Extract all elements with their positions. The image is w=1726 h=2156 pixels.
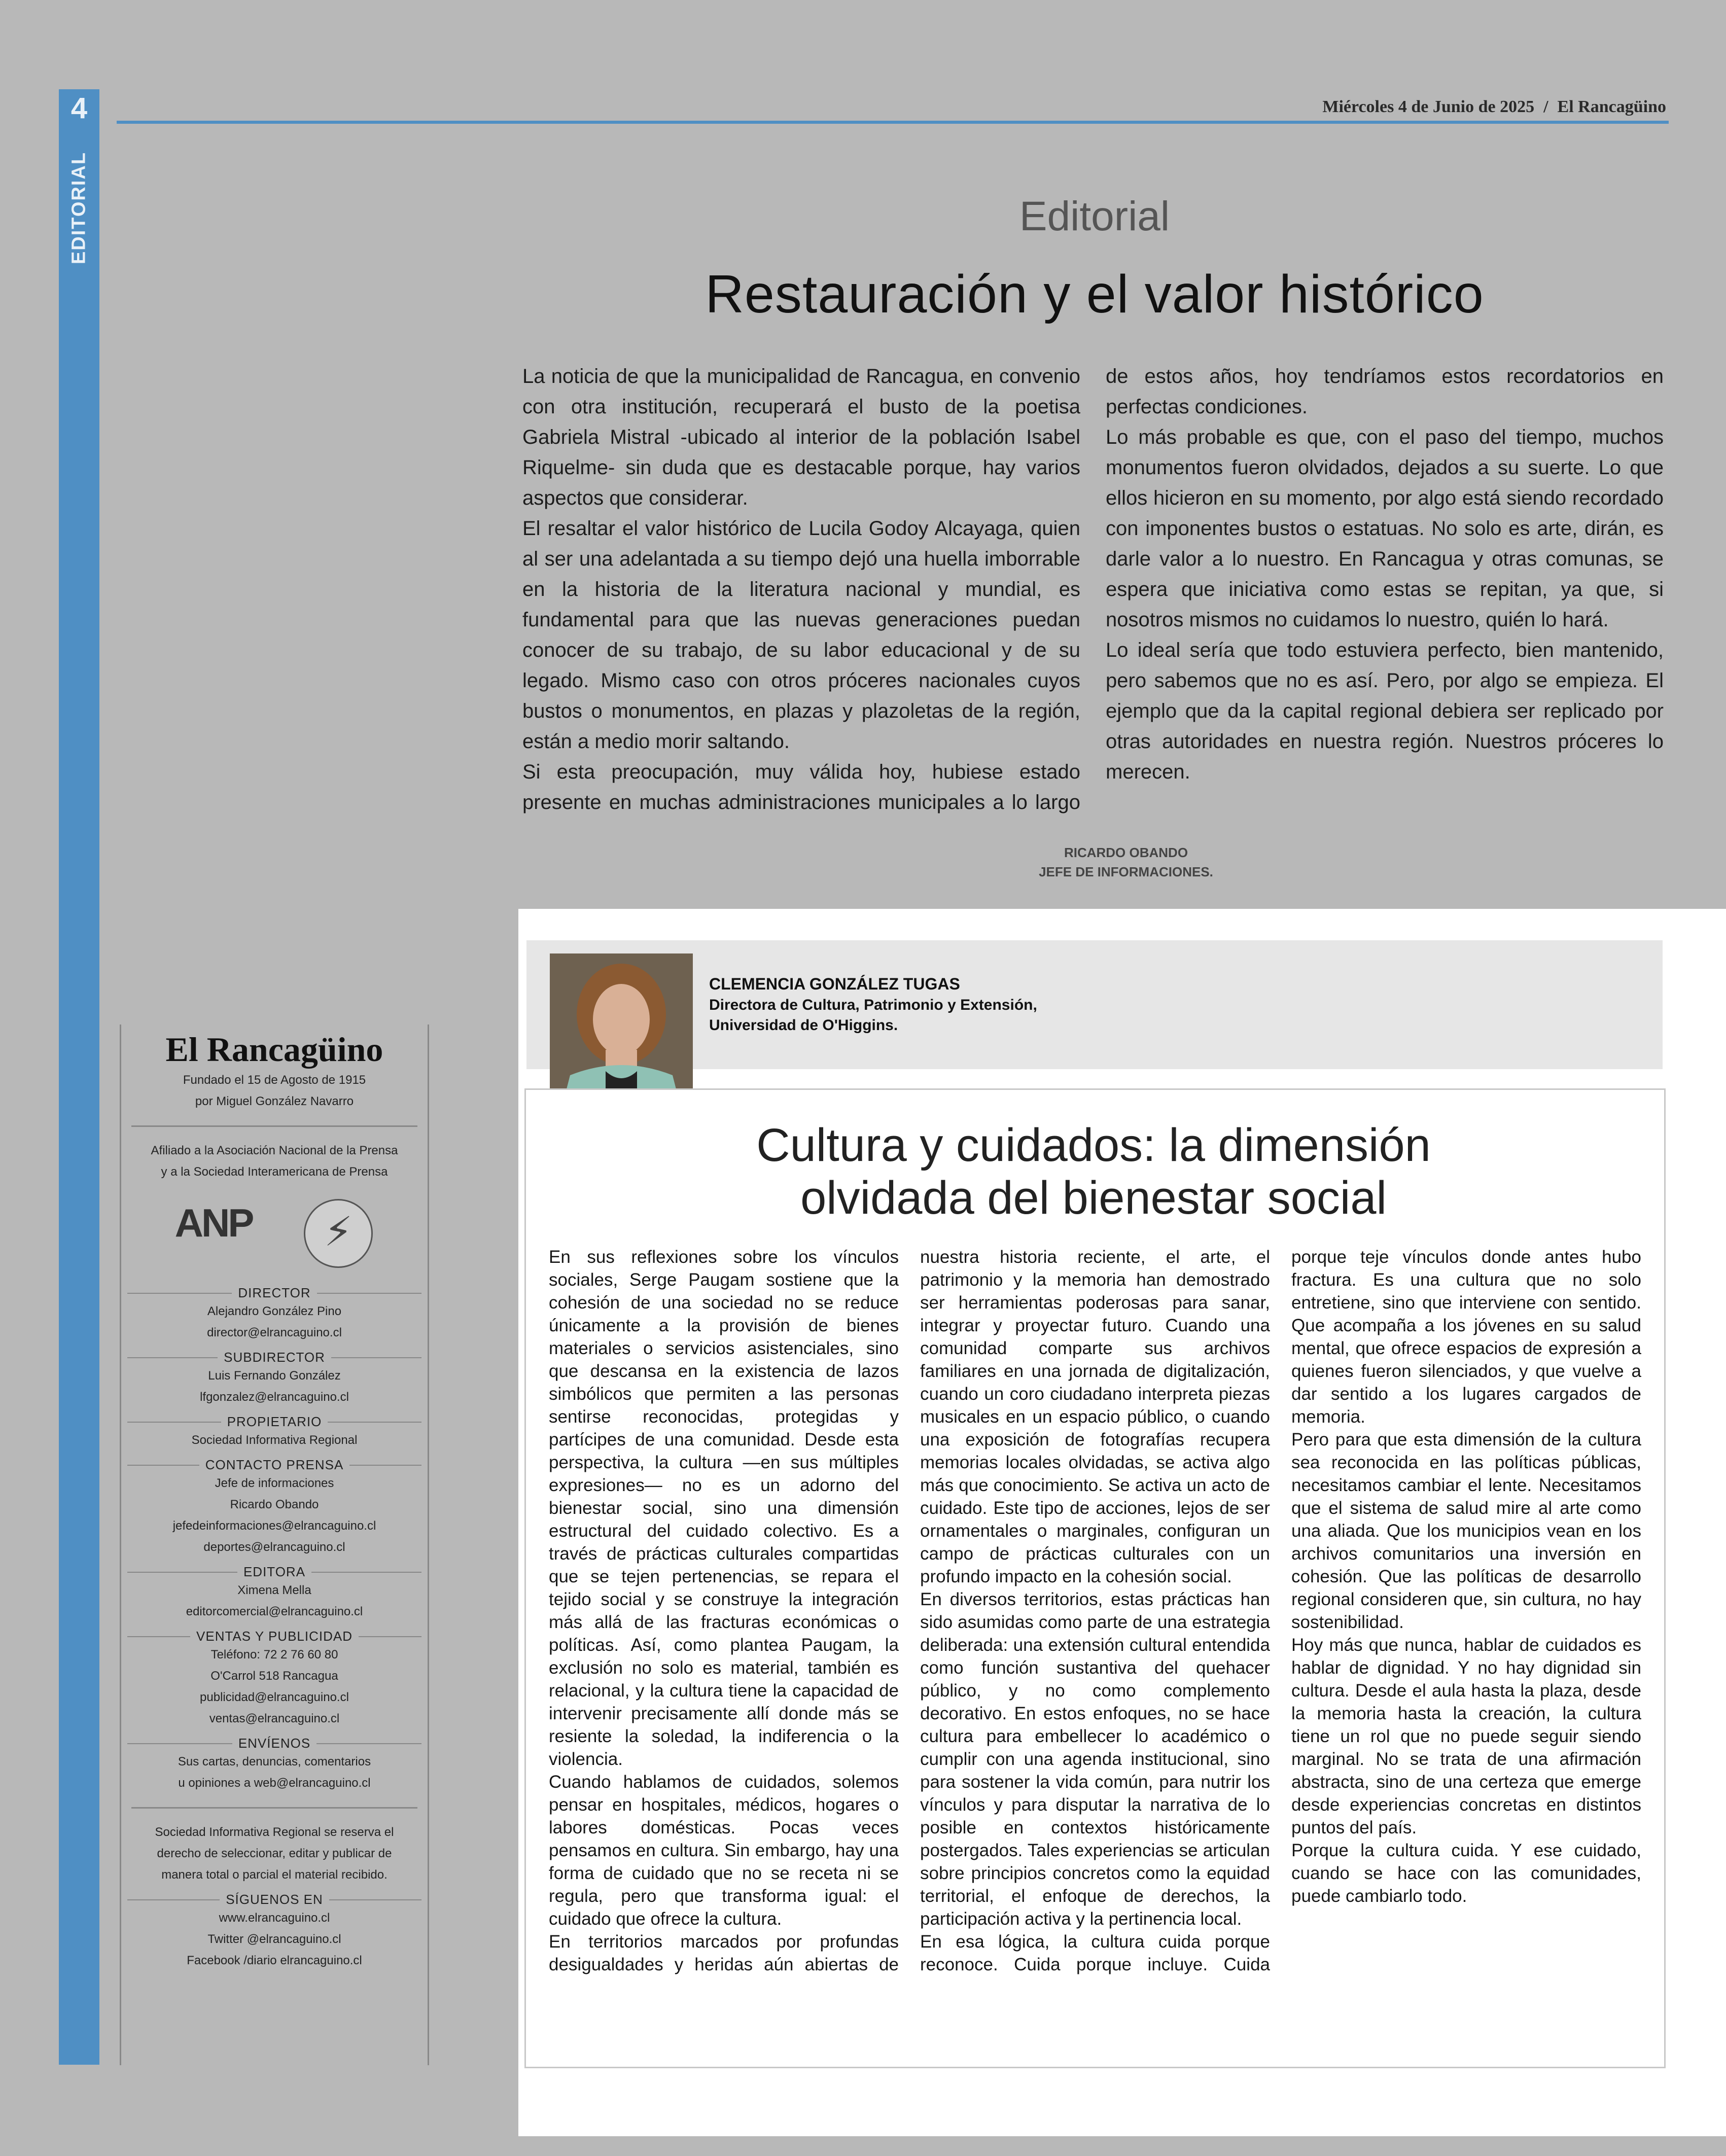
editorial-paragraph: Lo ideal sería que todo estuviera perfecto, bien mantenido, pero sabemos que no es así. Pero, por algo se empieza. El ejemplo que da la capital regional debiera ser replicado por otras autoridades en nuestra región. Nuestros próceres lo merecen. <box>1106 639 1664 783</box>
founder-line: por Miguel González Navarro <box>195 1094 354 1108</box>
masthead-name: El Rancagüino <box>165 1030 383 1069</box>
column-paragraph: Cuando hablamos de cuidados, solemos pensar en hospitales, médicos, hogares o labores domésticas. Pocas veces pensamos en cultura. Sin embargo, hay una forma de cuidado que no se receta ni se regula, pero que transforma igual: el cuidado que ofrece la cultura. <box>549 1772 899 1929</box>
globe-icon: ⚡ <box>324 1208 353 1255</box>
editorial-body <box>522 361 1664 818</box>
owner-heading: PROPIETARIO <box>121 1414 428 1430</box>
editorial-title: Restauración y el valor histórico <box>705 264 1484 324</box>
issue-date: Miércoles 4 de Junio de 2025 <box>1322 97 1535 116</box>
subdirector-heading: SUBDIRECTOR <box>121 1350 428 1365</box>
author-band <box>526 940 1663 1069</box>
editor-block <box>121 1564 428 1622</box>
press-email: jefedeinformaciones@elrancaguino.cl <box>172 1519 376 1533</box>
affiliation-logos <box>121 1188 428 1279</box>
editorial-paragraph: Si esta preocupación, muy válida hoy, hubiese estado presente en muchas administraciones municipales a lo largo de estos años, hoy tendríamos estos recordatorios en perfectas condiciones. <box>522 365 1664 814</box>
masthead-divider <box>131 1125 417 1127</box>
column-paragraph: En diversos territorios, estas prácticas han sido asumidas como parte de una estrategia deliberada: una extensión cultural entendida como función sustantiva del quehacer público, y no como complemento decorativo. En estos enfoques, no se hace cultura para embellecer lo académico o cumplir con una agenda institucional, sino para sostener la vida común, para nutrir los vínculos y para disputar la narrativa de lo posible en contextos históricamente postergados. Tales experiencias se articulan sobre principios concretos como la equidad territorial, el enfoque de derechos, la participación activa y la pertinencia local. <box>920 1589 1270 1929</box>
editor-name: Ximena Mella <box>237 1583 311 1597</box>
press-heading: CONTACTO PRENSA <box>121 1457 428 1473</box>
send-heading: ENVÍENOS <box>121 1736 428 1751</box>
subdirector-block <box>121 1350 428 1408</box>
signature-name: RICARDO OBANDO <box>1064 845 1188 860</box>
editorial-paragraph: Lo más probable es que, con el paso del tiempo, muchos monumentos fueron olvidados, dejados a su suerte. Lo que ellos hicieron en su momento, por algo está siendo recordado con imponentes bustos o estatuas. No solo es arte, dirán, es darle valor a lo nuestro. En Rancagua y otras comunas, se espera que iniciativa como estas se repitan, ya que, si nosotros mismos no cuidamos lo nuestro, quién lo hará. <box>1106 426 1664 631</box>
disclaimer-block <box>121 1822 428 1886</box>
column-paragraph: En esa lógica, la cultura cuida porque reconoce. Cuida porque incluye. Cuida porque teje vínculos donde antes hubo fractura. Es una cultura que no solo entretiene, sino que interviene con sentido. Que acompaña a los jóvenes en su salud mental, que ofrece espacios de expresión a quienes fueron silenciados, y que vuelve a dar sentido a los lugares cargados de memoria. <box>920 1247 1641 1974</box>
sales-block <box>121 1629 428 1729</box>
dateline <box>1322 97 1666 117</box>
editorial-signature <box>928 843 1324 881</box>
disclaimer-line: manera total o parcial el material recibido. <box>161 1868 388 1882</box>
column-title <box>527 1119 1660 1224</box>
press-contact-block <box>121 1457 428 1558</box>
author-name: CLEMENCIA GONZÁLEZ TUGAS <box>709 975 960 993</box>
send-block <box>121 1736 428 1794</box>
sales-address: O'Carrol 518 Rancagua <box>210 1669 338 1683</box>
disclaimer-line: derecho de seleccionar, editar y publicar de <box>157 1847 392 1860</box>
sales-email: publicidad@elrancaguino.cl <box>200 1690 349 1704</box>
affiliation-line: y a la Sociedad Interamericana de Prensa <box>161 1165 388 1179</box>
disclaimer-line: Sociedad Informativa Regional se reserva el <box>155 1825 394 1839</box>
founded-line: Fundado el 15 de Agosto de 1915 <box>183 1073 366 1087</box>
subdirector-name: Luis Fernando González <box>208 1369 341 1383</box>
press-name: Ricardo Obando <box>230 1498 319 1511</box>
editorial-label: Editorial <box>1019 193 1170 239</box>
follow-facebook: Facebook /diario elrancaguino.cl <box>187 1954 362 1967</box>
follow-web: www.elrancaguino.cl <box>219 1911 330 1925</box>
sales-phone: Teléfono: 72 2 76 60 80 <box>210 1648 338 1662</box>
signature-role: JEFE DE INFORMACIONES. <box>1039 864 1213 879</box>
follow-twitter: Twitter @elrancaguino.cl <box>207 1932 341 1946</box>
director-block <box>121 1285 428 1344</box>
subdirector-email: lfgonzalez@elrancaguino.cl <box>200 1390 349 1404</box>
section-label: EDITORIAL <box>68 151 90 265</box>
column-paragraph: Hoy más que nunca, hablar de cuidados es hablar de dignidad. Y no hay dignidad sin cultura. Desde el aula hasta la plaza, desde la memoria hasta la creación, la cultura tiene un rol que no puede seguir siendo marginal. No se trata de una afirmación abstracta, sino de una certeza que emerge desde experiencias concretas en distintos puntos del país. <box>1291 1635 1641 1837</box>
director-email: director@elrancaguino.cl <box>207 1326 342 1339</box>
owner-name: Sociedad Informativa Regional <box>191 1433 358 1447</box>
sales-heading: VENTAS Y PUBLICIDAD <box>121 1629 428 1644</box>
send-line: u opiniones a web@elrancaguino.cl <box>178 1776 371 1790</box>
owner-block <box>121 1414 428 1451</box>
column-paragraph: En territorios marcados por profundas desigualdades y heridas aún abiertas de nuestra historia reciente, el arte, el patrimonio y la memoria han demostrado ser herramientas poderosas para sanar, integrar y proyectar futuro. Cuando una comunidad comparte sus archivos familiares en una jornada de digitalización, cuando un coro ciudadano interpreta piezas musicales en un espacio público, o cuando una exposición de fotografías recupera memorias locales olvidadas, se activa algo más que conocimiento. Se activa un acto de cuidado. Este tipo de acciones, lejos de ser ornamentales o marginales, configuran un campo de prácticas culturales con un profundo impacto en la cohesión social. <box>549 1247 1270 1974</box>
masthead-divider <box>131 1807 417 1809</box>
column-paragraph: Pero para que esta dimensión de la cultura sea reconocida en las políticas públicas, necesitamos cambiar el lente. Necesitamos que el sistema de salud mire al arte como una aliada. Que los municipios vean en los archivos comunitarios una inversión en cohesión. Que las políticas de desarrollo regional consideren que, sin cultura, no hay sostenibilidad. <box>1291 1430 1641 1632</box>
column-title-line: Cultura y cuidados: la dimensión <box>756 1119 1431 1171</box>
column-title-line: olvidada del bienestar social <box>800 1172 1387 1224</box>
editorial-paragraph: El resaltar el valor histórico de Lucila Godoy Alcayaga, quien al ser una adelantada a su tiempo dejó una huella imborrable en la historia de la literatura nacional y mundial, es fundamental para que las nuevas generaciones puedan conocer de su trabajo, de su labor educacional y de su legado. Mismo caso con otros próceres nacionales cuyos bustos o monumentos, en plazas y plazoletas de la región, están a medio morir saltando. <box>522 517 1080 753</box>
follow-block <box>121 1892 428 1971</box>
paper-name: El Rancagüino <box>1557 97 1666 116</box>
director-name: Alejandro González Pino <box>207 1304 342 1318</box>
section-rail <box>59 89 99 2065</box>
editor-heading: EDITORA <box>121 1564 428 1580</box>
sales-email: ventas@elrancaguino.cl <box>209 1712 340 1725</box>
header-rule <box>117 121 1669 124</box>
sports-email: deportes@elrancaguino.cl <box>203 1540 345 1554</box>
editorial-paragraph: La noticia de que la municipalidad de Rancagua, en convenio con otra institución, recuperará el busto de la poetisa Gabriela Mistral -ubicado al interior de la población Isabel Riquelme- sin duda que es destacable porque, hay varios aspectos que considerar. <box>522 365 1080 509</box>
column-paragraph: En sus reflexiones sobre los vínculos sociales, Serge Paugam sostiene que la cohesión de una sociedad no se reduce únicamente a la provisión de bienes materiales o servicios asistenciales, sino que descansa en la existencia de lazos simbólicos que permiten a las personas sentirse reconocidas, protegidas y partícipes de una comunidad. Desde esta perspectiva, la cultura —en sus múltiples expresiones— no es un adorno del bienestar social, sino una dimensión estructural del cuidado colectivo. Es a través de prácticas culturales compartidas que se tejen pertenencias, se repara el tejido social y se construye la integración más allá de las fracturas económicas o políticas. Así, como plantea Paugam, la exclusión no solo es material, también es relacional, y la cultura tiene la capacidad de intervenir precisamente allí donde más se resiente la soledad, la indiferencia o la violencia. <box>549 1247 899 1769</box>
editor-email: editorcomercial@elrancaguino.cl <box>186 1605 363 1618</box>
page-number: 4 <box>71 92 88 125</box>
affiliation-line: Afiliado a la Asociación Nacional de la Prensa <box>151 1144 398 1157</box>
press-role: Jefe de informaciones <box>215 1476 334 1490</box>
send-line: Sus cartas, denuncias, comentarios <box>178 1755 371 1769</box>
follow-heading: SÍGUENOS EN <box>121 1892 428 1907</box>
author-role: Directora de Cultura, Patrimonio y Extensión, Universidad de O'Higgins. <box>709 997 1037 1034</box>
dateline-separator: / <box>1543 97 1548 116</box>
anp-logo: ANP <box>174 1200 253 1245</box>
masthead <box>120 1024 429 2065</box>
column-body <box>549 1246 1641 1976</box>
director-heading: DIRECTOR <box>121 1285 428 1301</box>
column-paragraph: Porque la cultura cuida. Y ese cuidado, cuando se hace con las comunidades, puede cambiarlo todo. <box>1291 1841 1641 1906</box>
